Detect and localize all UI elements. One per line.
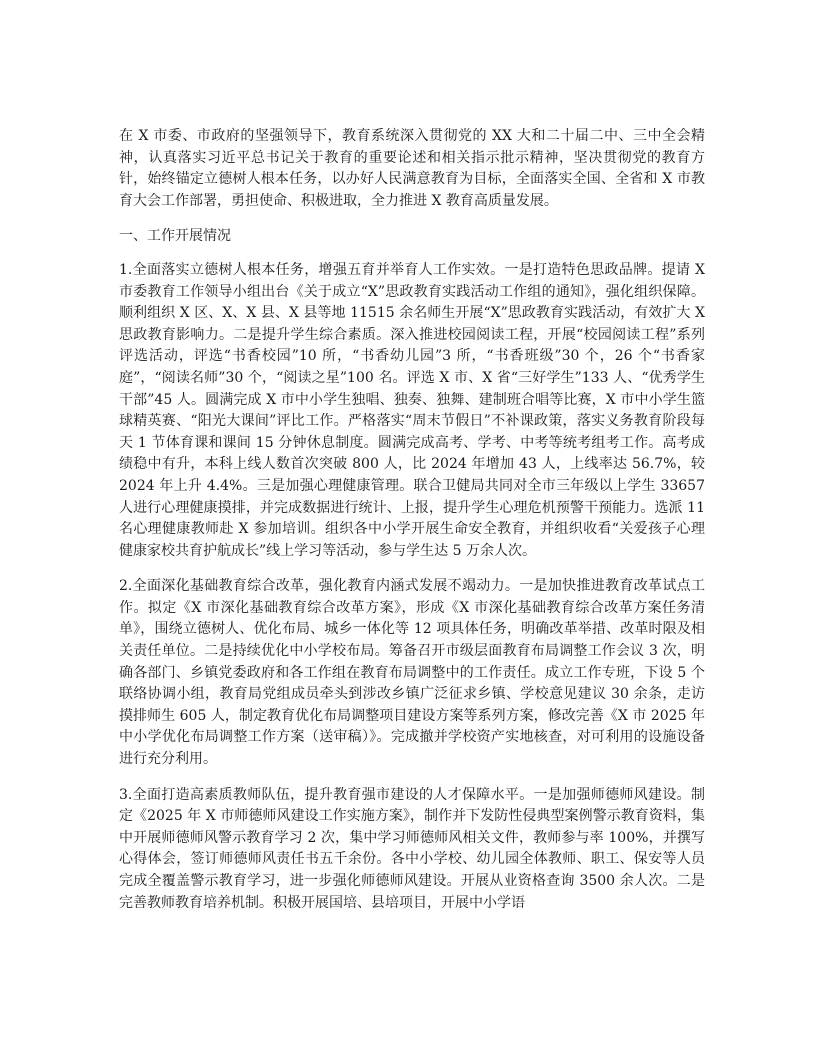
body-paragraph-2: 2.全面深化基础教育综合改革，强化教育内涵式发展不竭动力。一是加快推进教育改革试点工作。拟定《X 市深化基础教育综合改革方案》，形成《X 市深化基础教育综合改革方案任务清单》，围绕立德树人、优化布局、城乡一体化等 12 项具体任务，明确改革举措、改革时限及相关责任单位。二是持续优化中小学校布局。筹备召开市级层面教育布局调整工作会议 3 次，明确各部门、乡镇党委政府和各工作组在教育布局调整中的工作责任。成立工作专班，下设 5 个联络协调小组，教育局党组成员牵头到涉改乡镇广泛征求乡镇、学校意见建议 30 余条，走访摸排师生 605 人，制定教育优化布局调整项目建设方案等系列方案，修改完善《X 市 2025 年中小学优化布局调整工作方案（送审稿）》。完成撤并学校资产实地核查，对可利用的设施设备进行充分利用。 <box>119 578 705 768</box>
document-page <box>119 126 705 928</box>
body-paragraph-1: 1.全面落实立德树人根本任务，增强五育并举育人工作实效。一是打造特色思政品牌。提请 X 市委教育工作领导小组出台《关于成立“X”思政教育实践活动工作组的通知》，强化组织保障。顺利组织 X 区、X、X 县、X 县等地 11515 余名师生开展“X”思政教育实践活动，有效扩大 X 思政教育影响力。二是提升学生综合素质。深入推进校园阅读工程，开展“校园阅读工程”系列评选活动，评选“书香校园”10 所，“书香幼儿园”3 所，“书香班级”30 个，26 个“书香家庭”，“阅读名师”30 个，“阅读之星”100 名。评选 X 市、X 省“三好学生”133 人、“优秀学生干部”45 人。圆满完成 X 市中小学生独唱、独奏、独舞、建制班合唱等比赛，X 市中小学生篮球精英赛、“阳光大课间”评比工作。严格落实“周末节假日”不补课政策，落实义务教育阶段每天 1 节体育课和课间 15 分钟休息制度。圆满完成高考、学考、中考等统考组考工作。高考成绩稳中有升，本科上线人数首次突破 800 人，比 2024 年增加 43 人，上线率达 56.7%，较 2024 年上升 4.4%。三是加强心理健康管理。联合卫健局共同对全市三年级以上学生 33657 人进行心理健康摸排，并完成数据进行统计、上报，提升学生心理危机预警干预能力。选派 11 名心理健康教师赴 X 参加培训。组织各中小学开展生命安全教育，并组织收看“关爱孩子心理健康家校共育护航成长”线上学习等活动，参与学生达 5 万余人次。 <box>119 261 705 559</box>
section-heading: 一、工作开展情况 <box>119 228 231 245</box>
body-paragraph-3: 3.全面打造高素质教师队伍，提升教育强市建设的人才保障水平。一是加强师德师风建设。制定《2025 年 X 市师德师风建设工作实施方案》，制作并下发防性侵典型案例警示教育资料，集中开展师德师风警示教育学习 2 次，集中学习师德师风相关文件，教师参与率 100%，并撰写心得体会，签订师德师风责任书五千余份。各中小学校、幼儿园全体教师、职工、保安等人员完成全覆盖警示教育学习，进一步强化师德师风建设。开展从业资格查询 3500 余人次。二是完善教师教育培养机制。积极开展国培、县培项目，开展中小学语 <box>119 786 705 911</box>
intro-paragraph: 在 X 市委、市政府的坚强领导下，教育系统深入贯彻党的 XX 大和二十届二中、三中全会精神，认真落实习近平总书记关于教育的重要论述和相关指示批示精神，坚决贯彻党的教育方针，始终锚定立德树人根本任务，以办好人民满意教育为目标，全面落实全国、全省和 X 市教育大会工作部署，勇担使命、积极进取，全力推进 X 教育高质量发展。 <box>119 128 705 209</box>
